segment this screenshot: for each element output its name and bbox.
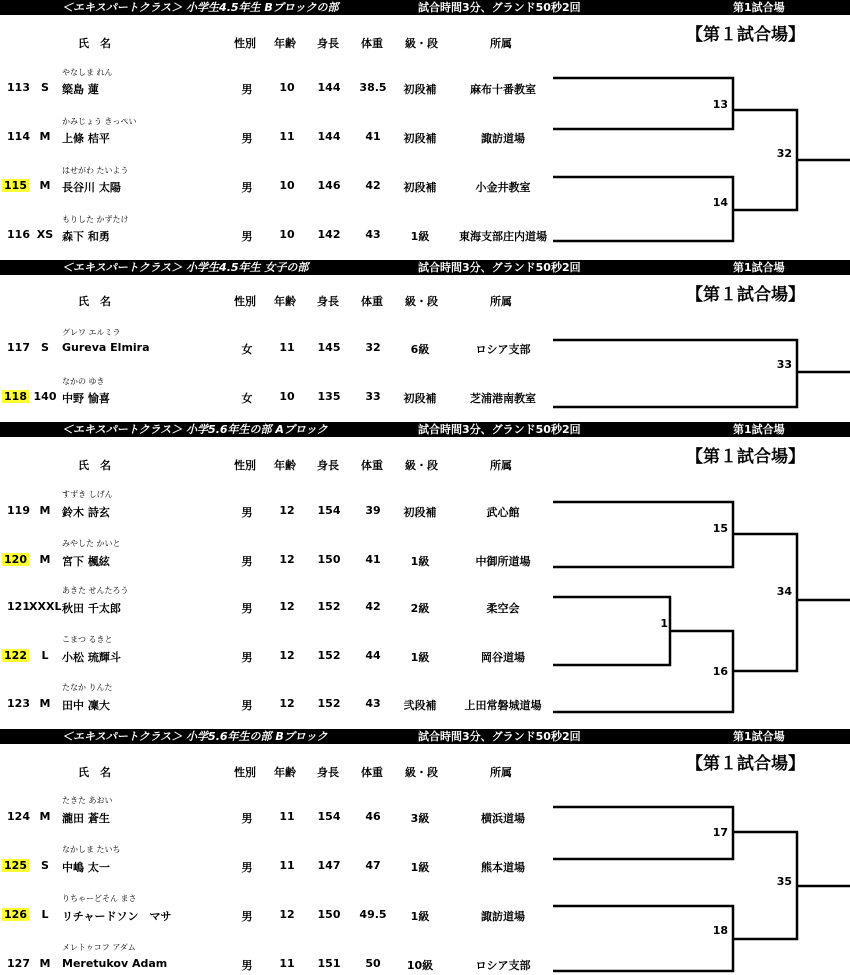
entry-number: 116 [7,228,30,241]
height: 154 [317,504,341,517]
venue-label: 第1試合場 [733,261,785,274]
bracket-line [553,340,797,407]
affiliation: 柔空会 [486,602,520,615]
rank: 初段補 [403,132,437,145]
col-sex: 性別 [234,37,256,50]
affiliation: 諏訪道場 [481,132,525,145]
age: 12 [279,600,295,613]
entry-number: 118 [2,390,29,403]
rank: 2級 [410,602,430,615]
match-number: 18 [712,924,728,937]
weight: 38.5 [359,81,387,94]
ruby: たきた あおい [62,796,113,805]
height: 144 [317,81,341,94]
size: M [39,504,51,517]
match-number: 1 [660,617,668,630]
bracket-line [553,597,670,665]
entry-number: 113 [7,81,30,94]
size: 140 [33,390,57,403]
col-affiliation: 所属 [490,37,512,50]
weight: 32 [365,341,381,354]
name: Meretukov Adam [62,957,168,970]
size: XXXL [29,600,62,613]
tournament-bracket [0,260,850,422]
size: M [39,957,51,970]
weight: 42 [365,179,381,192]
age: 10 [279,390,295,403]
name: 鈴木 詩玄 [62,506,110,519]
height: 150 [317,553,341,566]
class-title: ＜エキスパートクラス＞ 小学生4.5年生 Bブロックの部 [62,1,339,14]
height: 151 [317,957,341,970]
name: Gureva Elmira [62,341,150,354]
height: 142 [317,228,341,241]
ruby: メレトゥコフ アダム [62,943,136,952]
col-rank: 級・段 [405,459,438,472]
ruby: やなしま れん [62,68,113,77]
affiliation: 東海支部庄内道場 [459,230,547,243]
name: 長谷川 太陽 [62,181,121,194]
age: 11 [279,810,295,823]
weight: 43 [365,228,381,241]
match-number: 32 [776,147,792,160]
size: M [39,697,51,710]
age: 12 [279,908,295,921]
height: 144 [317,130,341,143]
bracket-line [733,110,797,210]
bracket-line [733,534,797,671]
size: M [39,179,51,192]
weight: 41 [365,130,381,143]
match-number: 34 [776,585,792,598]
col-height: 身長 [317,766,339,779]
col-affiliation: 所属 [490,295,512,308]
weight: 49.5 [359,908,387,921]
rank: 1級 [410,555,430,568]
entry-number: 115 [2,179,29,192]
age: 10 [279,81,295,94]
rank: 10級 [406,959,434,972]
class-title: ＜エキスパートクラス＞ 小学5.6年生の部 Bブロック [62,730,328,743]
class-title: ＜エキスパートクラス＞ 小学5.6年生の部 Aブロック [62,423,328,436]
sex: 女 [241,392,253,405]
name: 宮下 楓絃 [62,555,110,568]
stage-label: 【第１試合場】 [686,754,805,774]
col-weight: 体重 [361,295,383,308]
entry-number: 127 [7,957,30,970]
affiliation: 横浜道場 [481,812,525,825]
match-number: 35 [776,875,792,888]
col-sex: 性別 [234,295,256,308]
age: 11 [279,859,295,872]
weight: 42 [365,600,381,613]
entry-number: 121 [7,600,30,613]
entry-number: 126 [2,908,29,921]
age: 12 [279,697,295,710]
size: L [41,649,49,662]
name: 森下 和勇 [62,230,110,243]
match-number: 16 [712,665,728,678]
ruby: はせがわ たいよう [62,166,129,175]
ruby: あきた せんたろう [62,586,129,595]
height: 147 [317,859,341,872]
entry-number: 122 [2,649,29,662]
stage-label: 【第１試合場】 [686,285,805,305]
col-name: 氏 名 [78,37,111,50]
rank: 初段補 [403,392,437,405]
match-time: 試合時間3分、グランド50秒2回 [418,1,581,14]
col-sex: 性別 [234,459,256,472]
col-age: 年齢 [274,459,296,472]
tournament-bracket [0,422,850,728]
age: 12 [279,504,295,517]
col-height: 身長 [317,459,339,472]
col-age: 年齢 [274,37,296,50]
rank: 6級 [410,343,430,356]
col-rank: 級・段 [405,295,438,308]
weight: 43 [365,697,381,710]
size: S [41,81,49,94]
sex: 男 [241,959,253,972]
rank: 初段補 [403,506,437,519]
sex: 男 [241,602,253,615]
ruby: なかしま たいち [62,845,121,854]
age: 12 [279,553,295,566]
age: 10 [279,179,295,192]
height: 154 [317,810,341,823]
weight: 33 [365,390,381,403]
col-weight: 体重 [361,766,383,779]
age: 10 [279,228,295,241]
entry-number: 125 [2,859,29,872]
sex: 女 [241,343,253,356]
affiliation: 小金井教室 [475,181,531,194]
col-sex: 性別 [234,766,256,779]
size: M [39,130,51,143]
venue-label: 第1試合場 [733,423,785,436]
name: 田中 凜大 [62,699,110,712]
name: 小松 琉輝斗 [62,651,121,664]
venue-label: 第1試合場 [733,730,785,743]
rank: 1級 [410,651,430,664]
entry-number: 119 [7,504,30,517]
affiliation: 上田常磐城道場 [464,699,542,712]
col-rank: 級・段 [405,766,438,779]
ruby: りちゃーどそん まさ [62,894,137,903]
match-number: 33 [776,358,792,371]
ruby: もりした かずたけ [62,215,129,224]
name: リチャードソン マサ [62,910,172,923]
affiliation: ロシア支部 [475,959,531,972]
col-age: 年齢 [274,766,296,779]
weight: 39 [365,504,381,517]
rank: 1級 [410,910,430,923]
tournament-bracket [0,0,850,260]
entry-number: 120 [2,553,29,566]
ruby: すずき しげん [62,490,113,499]
col-name: 氏 名 [78,459,111,472]
size: M [39,553,51,566]
match-number: 14 [712,196,728,209]
sex: 男 [241,555,253,568]
height: 150 [317,908,341,921]
height: 146 [317,179,341,192]
venue-label: 第1試合場 [733,1,785,14]
affiliation: 武心館 [486,506,520,519]
age: 11 [279,130,295,143]
match-time: 試合時間3分、グランド50秒2回 [418,730,581,743]
name: 中野 愉喜 [62,392,110,405]
sex: 男 [241,181,253,194]
sex: 男 [241,651,253,664]
sex: 男 [241,910,253,923]
entry-number: 117 [7,341,30,354]
rank: 1級 [410,861,430,874]
size: S [41,859,49,872]
sex: 男 [241,699,253,712]
entry-number: 123 [7,697,30,710]
affiliation: ロシア支部 [475,343,531,356]
size: S [41,341,49,354]
ruby: みやした かいと [62,539,121,548]
col-height: 身長 [317,37,339,50]
affiliation: 熊本道場 [481,861,525,874]
name: 瀧田 蒼生 [62,812,110,825]
tournament-bracket [0,729,850,975]
affiliation: 諏訪道場 [481,910,525,923]
sex: 男 [241,83,253,96]
match-number: 17 [712,826,728,839]
ruby: こまつ るきと [62,635,113,644]
col-age: 年齢 [274,295,296,308]
bracket-line [553,906,733,971]
name: 中嶋 太一 [62,861,110,874]
height: 152 [317,697,341,710]
affiliation: 中御所道場 [475,555,531,568]
match-time: 試合時間3分、グランド50秒2回 [418,423,581,436]
rank: 弐段補 [403,699,437,712]
size: XS [36,228,54,241]
sex: 男 [241,230,253,243]
entry-number: 114 [7,130,30,143]
rank: 初段補 [403,83,437,96]
weight: 46 [365,810,381,823]
affiliation: 麻布十番教室 [470,83,536,96]
height: 145 [317,341,341,354]
weight: 50 [365,957,381,970]
col-name: 氏 名 [78,766,111,779]
age: 12 [279,649,295,662]
height: 135 [317,390,341,403]
height: 152 [317,600,341,613]
col-rank: 級・段 [405,37,438,50]
name: 簗島 蓮 [62,83,99,96]
size: L [41,908,49,921]
sex: 男 [241,506,253,519]
col-weight: 体重 [361,37,383,50]
ruby: かみじょう きっぺい [62,117,137,126]
sex: 男 [241,132,253,145]
match-number: 15 [712,522,728,535]
height: 152 [317,649,341,662]
sex: 男 [241,861,253,874]
class-title: ＜エキスパートクラス＞ 小学生4.5年生 女子の部 [62,261,309,274]
name: 秋田 千太郎 [62,602,121,615]
affiliation: 岡谷道場 [481,651,525,664]
stage-label: 【第１試合場】 [686,447,805,467]
bracket-line [553,177,733,241]
size: M [39,810,51,823]
ruby: グレワ エルミラ [62,328,121,337]
match-number: 13 [712,98,728,111]
col-height: 身長 [317,295,339,308]
name: 上條 桔平 [62,132,110,145]
ruby: たなか りんた [62,683,113,692]
rank: 初段補 [403,181,437,194]
col-affiliation: 所属 [490,459,512,472]
weight: 41 [365,553,381,566]
col-affiliation: 所属 [490,766,512,779]
rank: 3級 [410,812,430,825]
stage-label: 【第１試合場】 [686,25,805,45]
ruby: なかの ゆき [62,377,105,386]
age: 11 [279,957,295,970]
weight: 44 [365,649,381,662]
col-name: 氏 名 [78,295,111,308]
affiliation: 芝浦港南教室 [470,392,536,405]
weight: 47 [365,859,381,872]
entry-number: 124 [7,810,30,823]
match-time: 試合時間3分、グランド50秒2回 [418,261,581,274]
sex: 男 [241,812,253,825]
age: 11 [279,341,295,354]
col-weight: 体重 [361,459,383,472]
rank: 1級 [410,230,430,243]
